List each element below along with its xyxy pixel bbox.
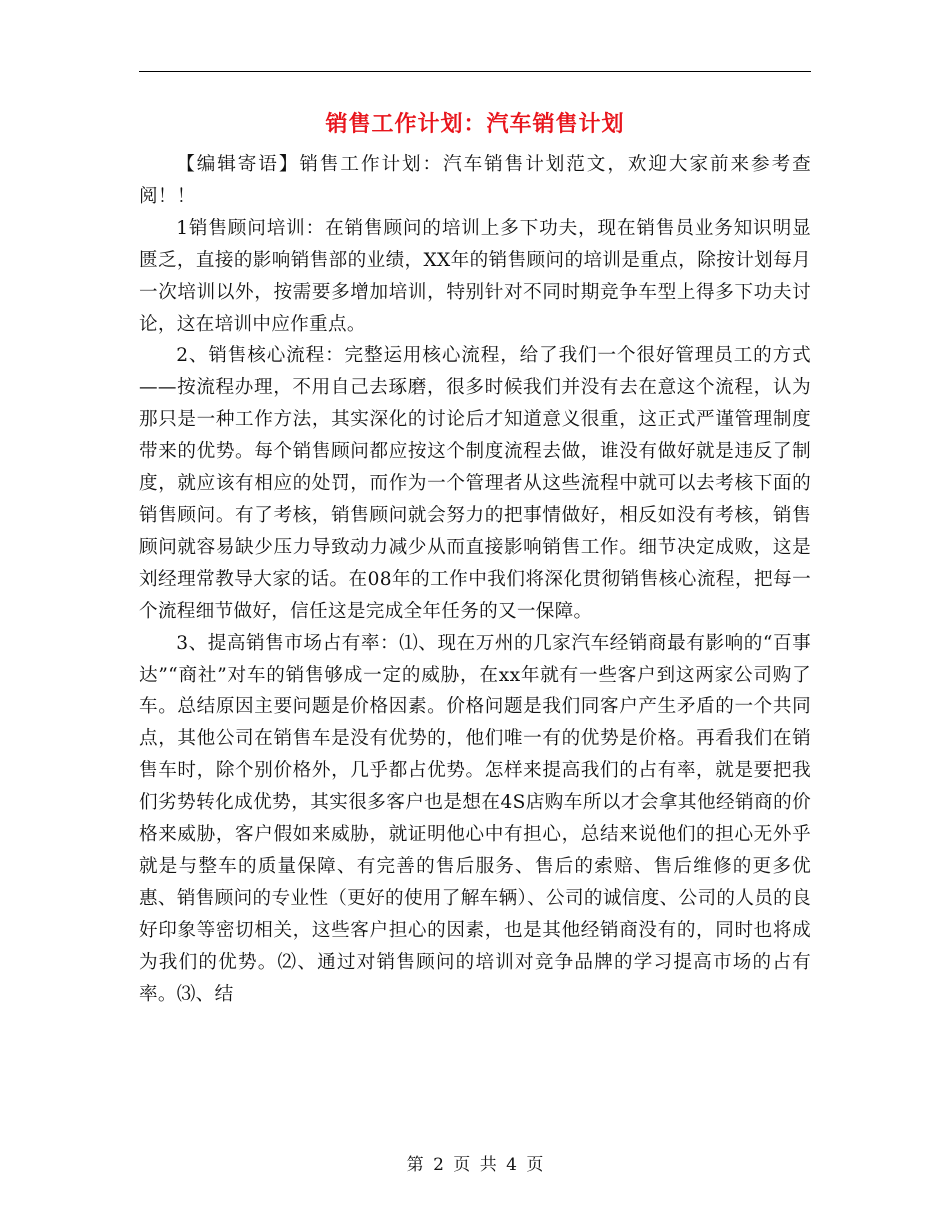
document-body	[139, 149, 811, 1010]
paragraph-core-process: 2、销售核心流程：完整运用核心流程，给了我们一个很好管理员工的方式——按流程办理，不用自己去琢磨，很多时候我们并没有去在意这个流程，认为那只是一种工作方法，其实深化的讨论后才知道意义很重，这正式严谨管理制度带来的优势。每个销售顾问都应按这个制度流程去做，谁没有做好就是违反了制度，就应该有相应的处罚，而作为一个管理者从这些流程中就可以去考核下面的销售顾问。有了考核，销售顾问就会努力的把事情做好，相反如没有考核，销售顾问就容易缺少压力导致动力减少从而直接影响销售工作。细节决定成败，这是刘经理常教导大家的话。在08年的工作中我们将深化贯彻销售核心流程，把每一个流程细节做好，信任这是完成全年任务的又一保障。	[139, 345, 811, 622]
document-title: 销售工作计划：汽车销售计划	[325, 112, 625, 137]
page-number-footer: 第 2 页 共 4 页	[406, 1155, 544, 1175]
editor-note-paragraph: 【编辑寄语】销售工作计划：汽车销售计划范文，欢迎大家前来参考查阅！！	[139, 154, 811, 207]
paragraph-sales-training: 1销售顾问培训：在销售顾问的培训上多下功夫，现在销售员业务知识明显匮乏，直接的影响销售部的业绩，XX年的销售顾问的培训是重点，除按计划每月一次培训以外，按需要多增加培训，特别针对不同时期竞争车型上得多下功夫讨论，这在培训中应作重点。	[139, 217, 811, 335]
header-rule	[139, 71, 811, 72]
paragraph-market-share: 3、提高销售市场占有率：⑴、现在万州的几家汽车经销商最有影响的“百事达”“商社”对车的销售够成一定的威胁，在xx年就有一些客户到这两家公司购了车。总结原因主要问题是价格因素。价格问题是我们同客户产生矛盾的一个共同点，其他公司在销售车是没有优势的，他们唯一有的优势是价格。再看我们在销售车时，除个别价格外，几乎都占优势。怎样来提高我们的占有率，就是要把我们劣势转化成优势，其实很多客户也是想在4S店购车所以才会拿其他经销商的价格来威胁，客户假如来威胁，就证明他心中有担心，总结来说他们的担心无外乎就是与整车的质量保障、有完善的售后服务、售后的索赔、售后维修的更多优惠、销售顾问的专业性（更好的使用了解车辆）、公司的诚信度、公司的人员的良好印象等密切相关，这些客户担心的因素，也是其他经销商没有的，同时也将成为我们的优势。⑵、通过对销售顾问的培训对竞争品牌的学习提高市场的占有率。⑶、结	[139, 632, 811, 1005]
